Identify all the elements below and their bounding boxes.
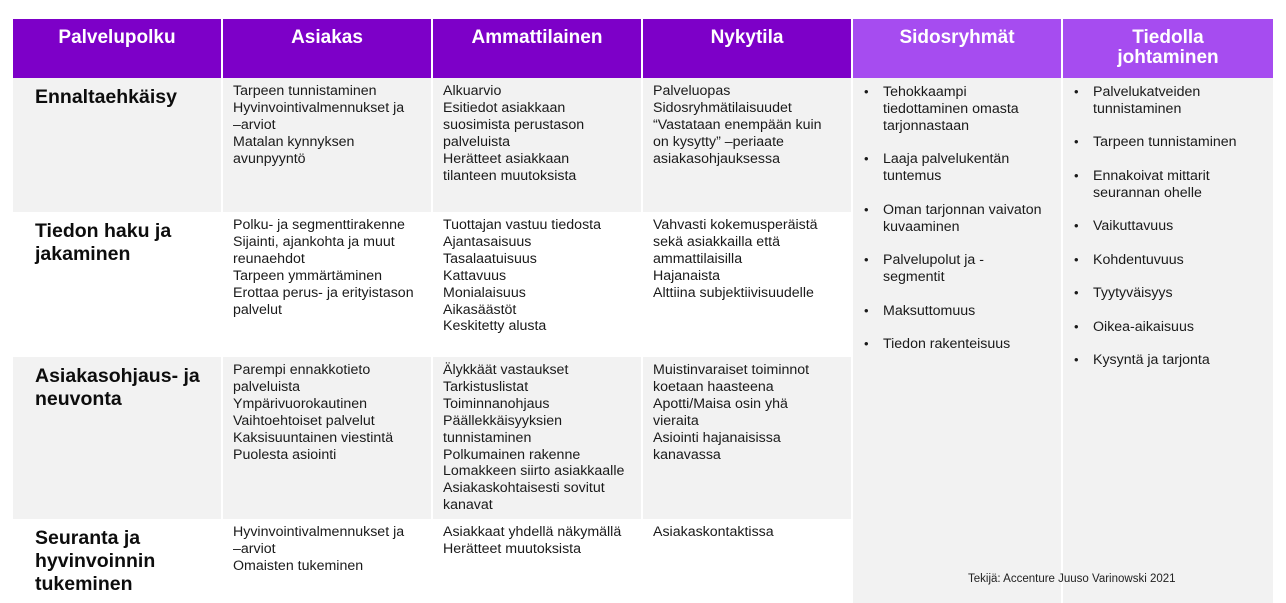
cell-text-line: kanavat	[443, 497, 493, 514]
bullet-icon: •	[1074, 352, 1079, 368]
row-1-ammattilainen-cell	[433, 78, 641, 212]
list-item-text: Palvelukatveiden	[1093, 84, 1201, 100]
header-palvelupolku-label: Palvelupolku	[58, 27, 176, 48]
row-label-line: Seuranta ja	[35, 527, 141, 549]
cell-text-line: Muistinvaraiset toiminnot	[653, 362, 810, 378]
row-label-line: jakaminen	[35, 243, 131, 265]
header-tiedolla-line2: johtaminen	[1117, 47, 1219, 68]
list-item	[1063, 285, 1237, 302]
list-item-text: Palvelupolut ja -	[883, 252, 984, 269]
list-item-text: Vaikuttavuus	[1093, 218, 1174, 235]
cell-text-line: Kaksisuuntainen viestintä	[233, 429, 394, 446]
cell-text-line: kanavassa	[653, 446, 721, 463]
row-4-label-cell	[13, 519, 221, 603]
cell-text-line: Asiointi hajanaisissa	[653, 429, 781, 446]
row-2-nykytila-cell	[643, 212, 851, 357]
cell-text-line: Asiakaskohtaisesti sovitut	[443, 480, 605, 497]
bullet-icon: •	[864, 201, 869, 217]
header-ammattilainen-label: Ammattilainen	[471, 27, 603, 48]
bullet-icon: •	[1074, 84, 1079, 99]
cell-text-line: Toiminnanohjaus	[443, 395, 550, 412]
list-item	[853, 252, 1042, 286]
list-item	[853, 151, 1042, 185]
row-4-nykytila-cell	[643, 519, 851, 603]
cell-text-line: “Vastataan enempään kuin	[653, 116, 822, 133]
cell-text-line: palvelut	[233, 301, 282, 318]
list-item-text: Laaja palvelukentän	[883, 151, 1010, 168]
cell-text-line: Lomakkeen siirto asiakkaalle	[443, 463, 625, 480]
bullet-icon: •	[864, 84, 869, 99]
cell-text-line: Ajantasaisuus	[443, 233, 532, 250]
list-item-text: tuntemus	[883, 168, 942, 185]
list-item-text: Tyytyväisyys	[1093, 285, 1173, 302]
cell-text-line: Aikasäästöt	[443, 301, 517, 318]
list-item-text: Tarpeen tunnistaminen	[1093, 134, 1237, 151]
row-3-asiakas-cell	[223, 357, 431, 519]
list-item-text: Oman tarjonnan vaivaton	[883, 201, 1042, 218]
list-item	[1063, 168, 1237, 202]
bullet-icon: •	[1074, 285, 1079, 301]
cell-text-line: Matalan kynnyksen	[233, 133, 355, 150]
cell-text-line: Tarkistuslistat	[443, 378, 529, 395]
cell-text-line: Tasalaatuisuus	[443, 250, 537, 267]
cell-text-line: Sidosryhmätilaisuudet	[653, 99, 792, 116]
header-ammattilainen	[433, 19, 641, 78]
list-item-text: Kohdentuvuus	[1093, 251, 1184, 268]
cell-text-line: vieraita	[653, 412, 699, 429]
cell-text-line: Parempi ennakkotieto	[233, 362, 371, 378]
cell-text-line: on kysytty” –periaate	[653, 133, 784, 150]
cell-text-line: Herätteet asiakkaan	[443, 150, 570, 167]
cell-text-line: Tarpeen tunnistaminen	[233, 83, 377, 99]
list-item-text: tunnistaminen	[1093, 100, 1182, 117]
row-label-line: neuvonta	[35, 388, 122, 410]
bullet-icon: •	[1074, 134, 1079, 150]
row-3-ammattilainen-cell	[433, 357, 641, 519]
bullet-icon: •	[1074, 218, 1079, 234]
cell-text-line: ammattilaisilla	[653, 250, 743, 267]
header-asiakas	[223, 19, 431, 78]
row-2-ammattilainen-cell	[433, 212, 641, 357]
list-item-text: tiedottaminen omasta	[883, 100, 1019, 117]
list-item-text: Maksuttomuus	[883, 302, 976, 319]
bullet-icon: •	[864, 302, 869, 318]
list-item	[1063, 252, 1237, 269]
header-tiedolla-line1: Tiedolla	[1132, 27, 1204, 48]
cell-text-line: koetaan haasteena	[653, 378, 774, 395]
header-sidosryhmat	[853, 19, 1061, 78]
list-item	[853, 336, 1042, 353]
cell-text-line: Hajanaista	[653, 267, 721, 284]
list-item-text: Ennakoivat mittarit	[1093, 167, 1210, 184]
footer-credit: Tekijä: Accenture Juuso Varinowski 2021	[968, 573, 1176, 585]
bullet-icon: •	[1074, 167, 1079, 183]
cell-text-line: Hyvinvointivalmennukset ja	[233, 99, 405, 116]
row-1-nykytila-cell	[643, 78, 851, 212]
bullet-icon: •	[864, 151, 869, 167]
list-item	[1063, 352, 1237, 369]
cell-text-line: Asiakkaat yhdellä näkymällä	[443, 524, 622, 540]
row-label-line: tukeminen	[35, 573, 133, 595]
header-sidosryhmat-label: Sidosryhmät	[899, 27, 1015, 48]
row-4-ammattilainen-cell	[433, 519, 641, 603]
list-item	[1063, 319, 1237, 336]
row-3-label-cell	[13, 357, 221, 519]
cell-text-line: Herätteet muutoksista	[443, 540, 581, 557]
list-item-text: Kysyntä ja tarjonta	[1093, 352, 1210, 369]
list-item	[853, 84, 1042, 135]
tiedolla-johtaminen-column	[1063, 78, 1273, 603]
cell-text-line: Sijainti, ajankohta ja muut	[233, 233, 395, 250]
header-nykytila-label: Nykytila	[710, 27, 784, 48]
cell-text-line: Alkuarvio	[443, 83, 502, 99]
cell-text-line: tilanteen muutoksista	[443, 167, 577, 184]
row-label-line: hyvinvoinnin	[35, 550, 156, 572]
cell-text-line: Ympärivuorokautinen	[233, 395, 368, 412]
list-item-text: kuvaaminen	[883, 218, 960, 235]
list-item-text: Oikea-aikaisuus	[1093, 318, 1194, 335]
cell-text-line: avunpyyntö	[233, 150, 306, 167]
cell-text-line: Alttiina subjektiivisuudelle	[653, 284, 814, 301]
cell-text-line: Älykkäät vastaukset	[443, 362, 569, 378]
cell-text-line: Esitiedot asiakkaan	[443, 99, 566, 116]
cell-text-line: Asiakaskontaktissa	[653, 524, 774, 540]
cell-text-line: Tarpeen ymmärtäminen	[233, 267, 383, 284]
cell-text-line: –arviot	[233, 116, 276, 133]
row-label-line: Asiakasohjaus- ja	[35, 365, 200, 387]
cell-text-line: Hyvinvointivalmennukset ja	[233, 524, 405, 540]
cell-text-line: sekä asiakkailla että	[653, 233, 780, 250]
list-item	[1063, 134, 1237, 151]
cell-text-line: asiakasohjauksessa	[653, 150, 780, 167]
bullet-icon: •	[1074, 318, 1079, 334]
row-3-nykytila-cell	[643, 357, 851, 519]
row-1-label-cell	[13, 78, 221, 212]
cell-text-line: Keskitetty alusta	[443, 318, 547, 335]
cell-text-line: Vaihtoehtoiset palvelut	[233, 412, 375, 429]
cell-text-line: Omaisten tukeminen	[233, 557, 364, 574]
header-palvelupolku	[13, 19, 221, 78]
cell-text-line: Polku- ja segmenttirakenne	[233, 217, 405, 233]
list-item-text: Tehokkaampi	[883, 84, 967, 100]
cell-text-line: Apotti/Maisa osin yhä	[653, 395, 788, 412]
row-label-line: Ennaltaehkäisy	[35, 86, 177, 108]
cell-text-line: suosimista perustason	[443, 116, 585, 133]
list-item-text: segmentit	[883, 269, 945, 286]
header-tiedolla-johtaminen	[1063, 19, 1273, 78]
sidosryhmat-column	[853, 78, 1061, 603]
cell-text-line: Tuottajan vastuu tiedosta	[443, 217, 602, 233]
row-label-line: Tiedon haku ja	[35, 220, 172, 242]
cell-text-line: tunnistaminen	[443, 429, 532, 446]
cell-text-line: –arviot	[233, 540, 276, 557]
list-item	[853, 202, 1042, 236]
bullet-icon: •	[864, 336, 869, 352]
row-2-asiakas-cell	[223, 212, 431, 357]
cell-text-line: Polkumainen rakenne	[443, 446, 581, 463]
cell-text-line: Erottaa perus- ja erityistason	[233, 284, 414, 301]
list-item	[853, 303, 1042, 320]
cell-text-line: Puolesta asiointi	[233, 446, 337, 463]
header-asiakas-label: Asiakas	[291, 27, 363, 48]
cell-text-line: palveluista	[443, 133, 511, 150]
cell-text-line: Palveluopas	[653, 83, 731, 99]
cell-text-line: Päällekkäisyyksien	[443, 412, 563, 429]
cell-text-line: Monialaisuus	[443, 284, 526, 301]
list-item-text: seurannan ohelle	[1093, 184, 1202, 201]
row-1-asiakas-cell	[223, 78, 431, 212]
sidosryhmat-list	[853, 84, 1042, 370]
bullet-icon: •	[1074, 251, 1079, 267]
list-item	[1063, 84, 1237, 118]
tiedolla-johtaminen-list	[1063, 84, 1237, 386]
bullet-icon: •	[864, 252, 869, 268]
list-item	[1063, 218, 1237, 235]
list-item-text: Tiedon rakenteisuus	[883, 336, 1011, 353]
row-4-asiakas-cell	[223, 519, 431, 603]
row-2-label-cell	[13, 212, 221, 357]
cell-text-line: Kattavuus	[443, 267, 507, 284]
cell-text-line: palveluista	[233, 378, 301, 395]
cell-text-line: reunaehdot	[233, 250, 305, 267]
header-nykytila	[643, 19, 851, 78]
cell-text-line: Vahvasti kokemusperäistä	[653, 217, 818, 233]
list-item-text: tarjonnastaan	[883, 117, 969, 134]
